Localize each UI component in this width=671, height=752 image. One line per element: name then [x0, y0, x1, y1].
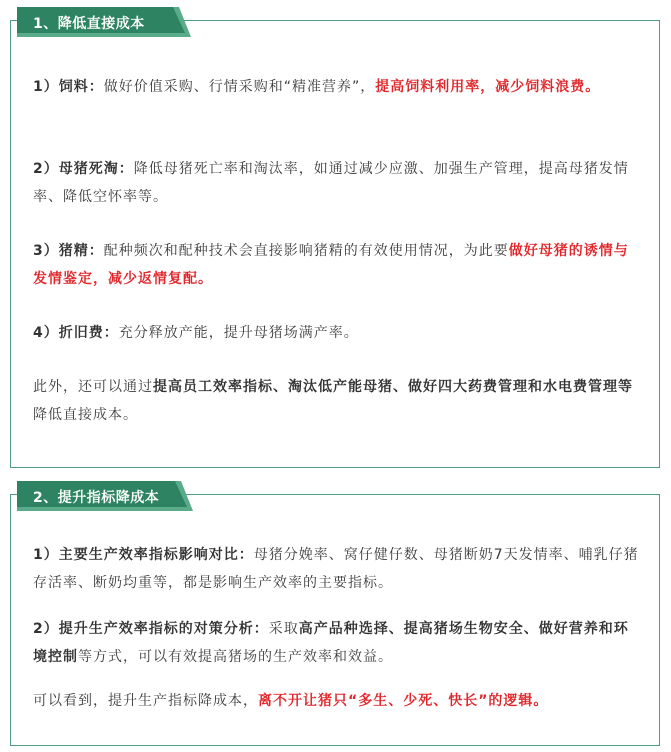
item-bold: 提高员工效率指标、淘汰低产能母猪、做好四大药费管理和水电费管理等: [153, 379, 633, 395]
paragraph-sow-culling: [33, 155, 643, 211]
paragraph-depreciation: [33, 319, 643, 347]
item-text: 采取: [268, 621, 299, 637]
section-1-box: [10, 16, 660, 468]
paragraph-countermeasures: [33, 615, 643, 671]
item-label: 饲料：: [58, 79, 104, 95]
item-bold: 高产品种选择、提高猪场生物安全、做好营养和环境控制: [33, 621, 629, 665]
item-text: 此外，还可以通过: [33, 379, 153, 395]
section-1-title: 1、降低直接成本: [33, 16, 145, 32]
item-number: 4）: [33, 325, 59, 341]
item-label: 2）提升生产效率指标的对策分析：: [33, 621, 269, 637]
item-label: 折旧费：: [58, 325, 119, 341]
item-number: 3）: [33, 243, 59, 259]
item-highlight: 离不开让猪只“多生、少死、快长”的逻辑。: [258, 693, 549, 709]
item-text: 降低母猪死亡率和淘汰率，如通过减少应激、加强生产管理，提高母猪发情率、降低空怀率等。: [33, 161, 629, 205]
paragraph-additional: [33, 373, 643, 429]
item-label: 母猪死淘：: [58, 161, 134, 177]
item-text: 等方式，可以有效提高猪场的生产效率和效益。: [78, 649, 393, 665]
item-highlight: 提高饲料利用率，减少饲料浪费。: [375, 79, 601, 95]
paragraph-efficiency-indicators: [33, 541, 643, 597]
item-text: 做好价值采购、行情采购和“精准营养”，: [103, 79, 376, 95]
section-2-title: 2、提升指标降成本: [33, 490, 160, 506]
paragraph-semen: [33, 237, 643, 293]
item-text: 降低直接成本。: [33, 407, 138, 423]
section-2-header: [17, 481, 193, 511]
item-text: 可以看到，提升生产指标降成本，: [33, 693, 258, 709]
item-highlight: 做好母猪的诱情与发情鉴定，减少返情复配。: [33, 243, 629, 287]
item-text: 充分释放产能，提升母猪场满产率。: [118, 325, 359, 341]
item-text: 母猪分娩率、窝仔健仔数、母猪断奶7天发情率、哺乳仔猪存活率、断奶均重等，都是影响生产效率的主要指标。: [33, 547, 639, 591]
paragraph-feed: [33, 73, 643, 101]
paragraph-conclusion: [33, 687, 643, 715]
item-label: 1）主要生产效率指标影响对比：: [33, 547, 254, 563]
item-number: 1）: [33, 79, 59, 95]
item-label: 猪精：: [58, 243, 104, 259]
item-number: 2）: [33, 161, 59, 177]
section-1-header: [17, 7, 191, 37]
item-text: 配种频次和配种技术会直接影响猪精的有效使用情况，为此要: [103, 243, 509, 259]
section-2-box: [10, 490, 660, 746]
